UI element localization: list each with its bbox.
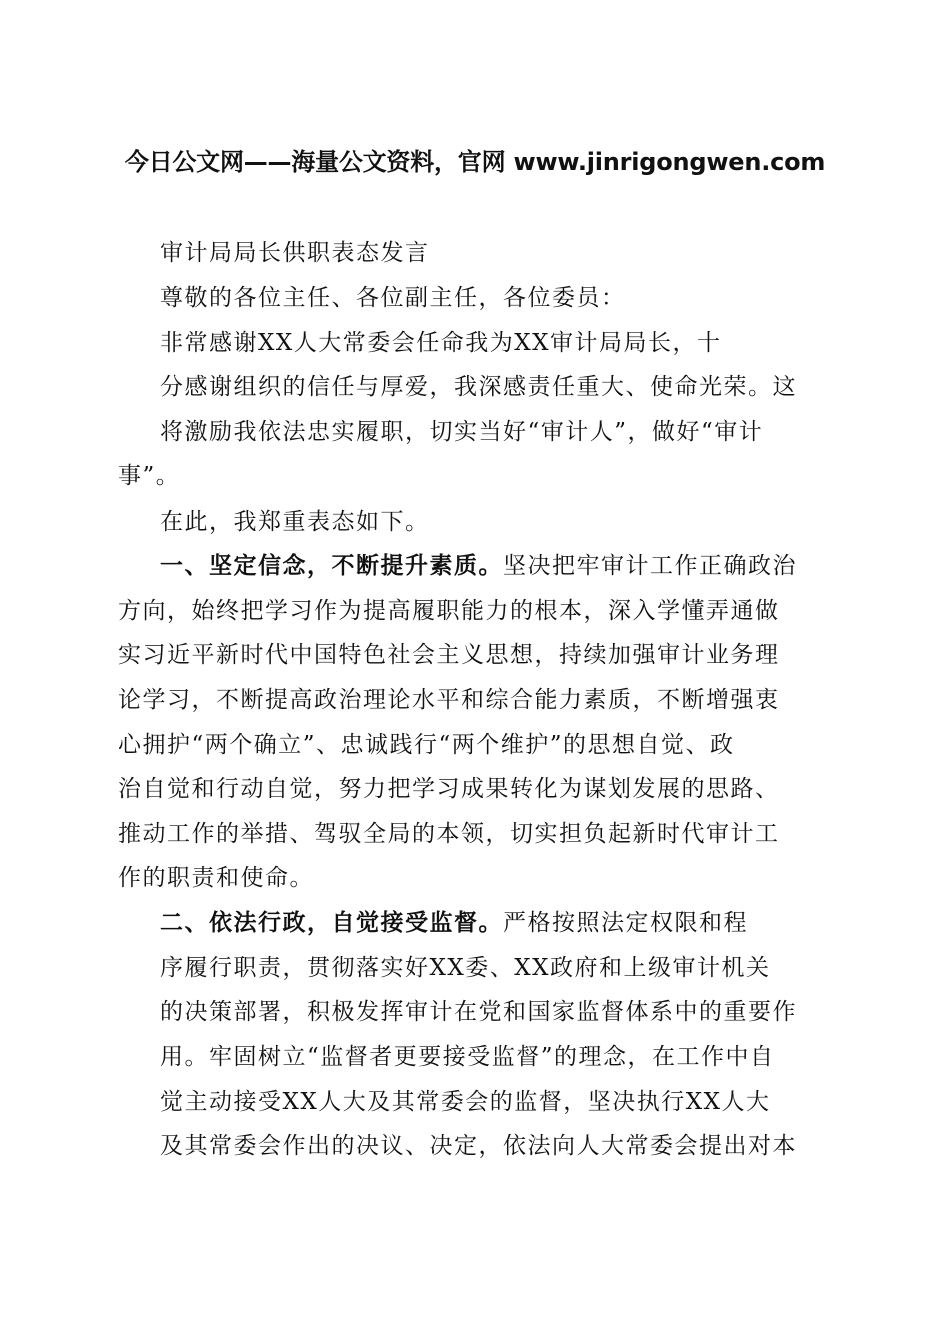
intro-line: 将激励我依法忠实履职，切实当好“审计人”，做好“审计 (160, 419, 764, 445)
section1-first-line (160, 551, 797, 581)
section2-heading: 二、依法行政，自觉接受监督。 (160, 910, 503, 936)
section1-line: 心拥护“两个确立”、忠诚践行“两个维护”的思想自觉、政 (118, 732, 735, 758)
intro-line: 非常感谢XX人大常委会任命我为XX审计局局长，十 (160, 330, 722, 356)
section1-line: 论学习，不断提高政治理论水平和综合能力素质，不断增强衷 (118, 687, 780, 713)
section2-line: 觉主动接受XX人大及其常委会的监督，坚决执行XX人大 (160, 1089, 771, 1115)
section1-line: 实习近平新时代中国特色社会主义思想，持续加强审计业务理 (118, 642, 780, 668)
section2-line: 用。牢固树立“监督者更要接受监督”的理念，在工作中自 (160, 1044, 775, 1070)
section2-line: 的决策部署，积极发挥审计在党和国家监督体系中的重要作 (160, 999, 797, 1025)
statement-line: 在此，我郑重表态如下。 (160, 509, 430, 535)
section2-line: 及其常委会作出的决议、决定，依法向人大常委会提出对本 (160, 1133, 797, 1159)
section2-first-line-rest: 严格按照法定权限和程 (503, 910, 748, 936)
section1-line: 方向，始终把学习作为提高履职能力的根本，深入学懂弄通做 (118, 598, 780, 624)
intro-line: 事”。 (118, 463, 181, 489)
salutation: 尊敬的各位主任、各位副主任，各位委员： (160, 285, 626, 311)
document-title: 审计局局长供职表态发言 (160, 240, 430, 266)
section1-first-line-rest: 坚决把牢审计工作正确政治 (503, 553, 797, 579)
intro-line: 分感谢组织的信任与厚爱，我深感责任重大、使命光荣。这 (160, 374, 797, 400)
section1-line: 推动工作的举措、驾驭全局的本领，切实担负起新时代审计工 (118, 821, 780, 847)
section2-first-line (160, 908, 748, 938)
page-header: 今日公文网——海量公文资料，官网 www.jinrigongwen.com (124, 148, 826, 176)
section2-line: 序履行职责，贯彻落实好XX委、XX政府和上级审计机关 (160, 955, 771, 981)
section1-line: 治自觉和行动自觉，努力把学习成果转化为谋划发展的思路、 (118, 776, 780, 802)
section1-heading: 一、坚定信念，不断提升素质。 (160, 553, 503, 579)
section1-line: 作的职责和使命。 (118, 865, 314, 891)
